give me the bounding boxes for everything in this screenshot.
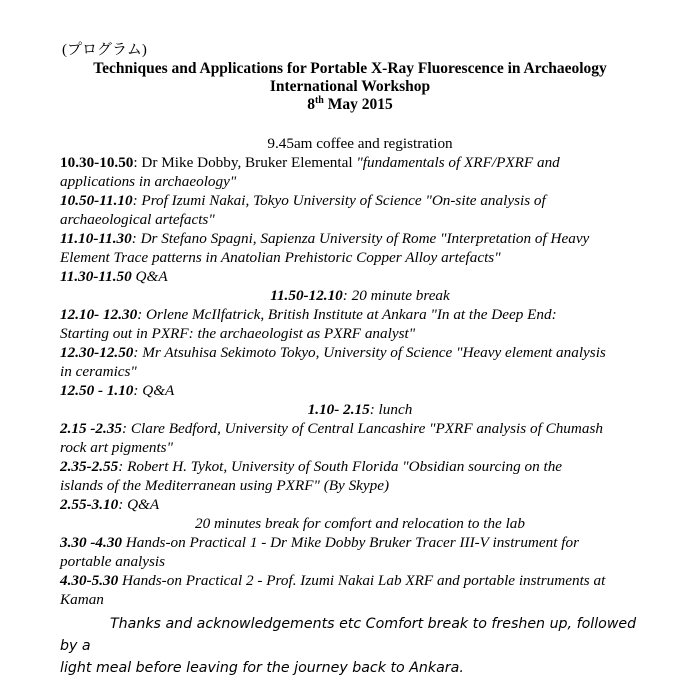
session-4-text: : Orlene McIlfatrick, British Institute at Ankara "In at the Deep End:: [137, 306, 557, 323]
practical-2-time: 4.30-5.30: [60, 572, 119, 589]
session-4-time: 12.10- 12.30: [60, 306, 138, 323]
session-1-line-1: [60, 153, 660, 172]
lunch-time: 1.10- 2.15: [307, 401, 370, 418]
break-2: 20 minutes break for comfort and relocation to the lab: [194, 515, 525, 532]
session-3-text: : Dr Stefano Spagni, Sapienza University of Rome "Interpretation of Heavy: [131, 230, 590, 247]
session-4-line-2: Starting out in PXRF: the archaeologist as PXRF analyst": [60, 325, 416, 342]
break-1-label: : 20 minute break: [342, 287, 450, 304]
session-6-text: : Clare Bedford, University of Central Lancashire "PXRF analysis of Chumash: [122, 420, 603, 437]
session-3-line-1: [60, 229, 660, 248]
practical-1-line-2: portable analysis: [60, 553, 166, 570]
session-7-line-2: islands of the Mediterranean using PXRF" (By Skype): [60, 477, 390, 494]
workshop-title: Techniques and Applications for Portable X-Ray Fluorescence in Archaeology: [93, 60, 607, 77]
session-7-line-1: [60, 457, 660, 476]
date-suffix: th: [314, 94, 324, 106]
qa-3: [60, 495, 660, 514]
qa-3-time: 2.55-3.10: [60, 496, 119, 513]
date-day: 8: [307, 96, 315, 113]
session-3-line-2: Element Trace patterns in Anatolian Prehistoric Copper Alloy artefacts": [60, 249, 501, 266]
lunch: [60, 400, 660, 419]
session-1-time: 10.30-10.50: [60, 154, 134, 171]
practical-2-line-1: [60, 571, 660, 590]
session-5-line-1: [60, 343, 660, 362]
session-5-time: 12.30-12.50: [60, 344, 134, 361]
session-1-title: "fundamentals of XRF/PXRF and: [356, 154, 560, 171]
practical-1-text: Hands-on Practical 1 - Dr Mike Dobby Bruker Tracer III-V instrument for: [122, 534, 579, 551]
workshop-date: [0, 96, 700, 114]
session-7-text: : Robert H. Tykot, University of South Florida "Obsidian sourcing on the: [118, 458, 563, 475]
session-6-line-1: [60, 419, 660, 438]
practical-2-text: Hands-on Practical 2 - Prof. Izumi Nakai Lab XRF and portable instruments at: [118, 572, 606, 589]
session-7-time: 2.35-2.55: [60, 458, 119, 475]
session-2-time: 10.50-11.10: [60, 192, 133, 209]
qa-2-time: 12.50 - 1.10: [60, 382, 134, 399]
session-2-line-2: archaeological artefacts": [60, 211, 215, 228]
workshop-subtitle: International Workshop: [269, 78, 431, 95]
acknowledgements: [60, 613, 650, 679]
session-2-text: : Prof Izumi Nakai, Tokyo University of Science "On-site analysis of: [132, 192, 546, 209]
break-1-time: 11.50-12.10: [270, 287, 343, 304]
session-3-time: 11.10-11.30: [60, 230, 132, 247]
session-5-text: : Mr Atsuhisa Sekimoto Tokyo, University of Science "Heavy element analysis: [133, 344, 606, 361]
qa-1: [60, 267, 660, 286]
qa-1-time: 11.30-11.50: [60, 268, 132, 285]
qa-2-label: : Q&A: [133, 382, 175, 399]
acknowledgements-line-1: Thanks and acknowledgements etc Comfort break to freshen up, followed by a: [60, 616, 637, 654]
session-4-line-1: [60, 305, 660, 324]
program-label: (プログラム): [62, 42, 147, 58]
session-1-line-2: applications in archaeology": [60, 173, 237, 190]
practical-1-line-1: [60, 533, 660, 552]
practical-1-time: 3.30 -4.30: [60, 534, 123, 551]
session-5-line-2: in ceramics": [60, 363, 137, 380]
session-6-line-2: rock art pigments": [60, 439, 173, 456]
session-1-speaker: : Dr Mike Dobby, Bruker Elemental: [133, 154, 357, 171]
qa-3-label: : Q&A: [118, 496, 160, 513]
coffee-registration: 9.45am coffee and registration: [267, 135, 453, 152]
break-1: [60, 286, 660, 305]
session-6-time: 2.15 -2.35: [60, 420, 123, 437]
date-month-year: May 2015: [323, 96, 393, 113]
session-2-line-1: [60, 191, 660, 210]
lunch-label: : lunch: [369, 401, 413, 418]
qa-2: [60, 381, 660, 400]
acknowledgements-line-2: light meal before leaving for the journey back to Ankara.: [60, 660, 464, 676]
qa-1-label: Q&A: [131, 268, 168, 285]
practical-2-line-2: Kaman: [60, 591, 104, 608]
